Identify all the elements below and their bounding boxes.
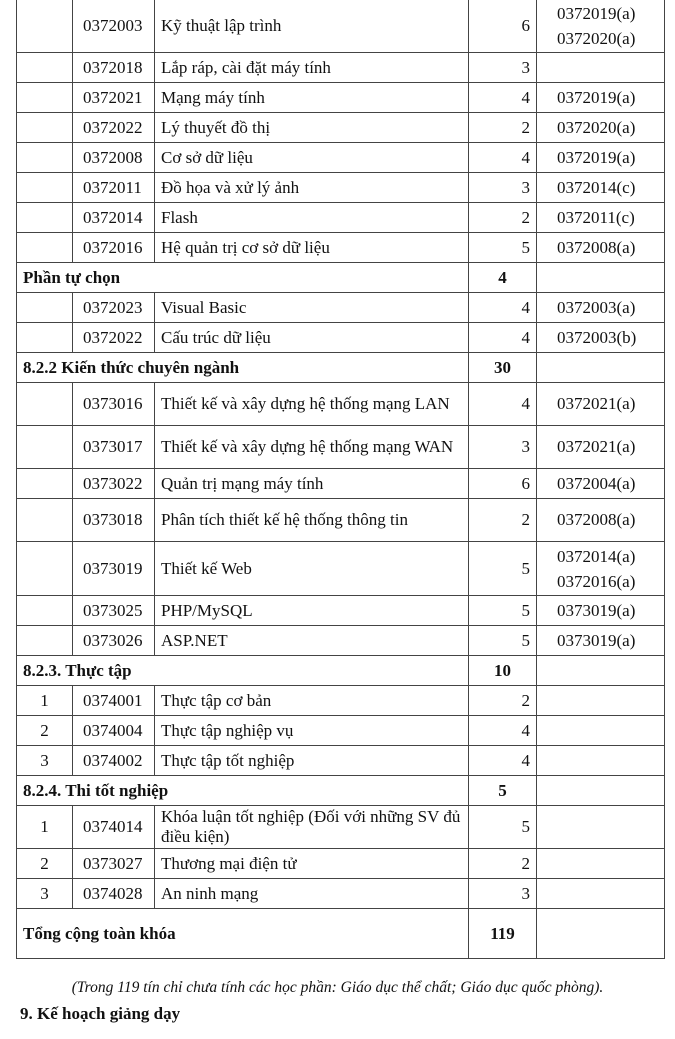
course-name: Hệ quản trị cơ sở dữ liệu bbox=[155, 233, 469, 263]
section-credits: 10 bbox=[469, 656, 537, 686]
course-prerequisites bbox=[537, 542, 665, 596]
section-credits: 5 bbox=[469, 776, 537, 806]
course-prerequisites bbox=[537, 0, 665, 53]
course-credits: 4 bbox=[469, 716, 537, 746]
course-code: 0372022 bbox=[73, 323, 155, 353]
course-prerequisites: 0372011(c) bbox=[537, 203, 665, 233]
course-prerequisites: 0372003(a) bbox=[537, 293, 665, 323]
row-number bbox=[17, 426, 73, 469]
curriculum-table bbox=[16, 0, 665, 959]
course-name: Thiết kế Web bbox=[155, 542, 469, 596]
course-credits: 4 bbox=[469, 83, 537, 113]
course-name: Thiết kế và xây dựng hệ thống mạng LAN bbox=[155, 383, 469, 426]
course-credits: 4 bbox=[469, 143, 537, 173]
curriculum-table-body bbox=[17, 0, 665, 959]
course-code: 0374004 bbox=[73, 716, 155, 746]
row-number: 2 bbox=[17, 849, 73, 879]
row-number bbox=[17, 469, 73, 499]
table-row bbox=[17, 716, 665, 746]
course-credits: 3 bbox=[469, 426, 537, 469]
table-row bbox=[17, 626, 665, 656]
course-prerequisites bbox=[537, 879, 665, 909]
course-prerequisites: 0372021(a) bbox=[537, 383, 665, 426]
course-name: Visual Basic bbox=[155, 293, 469, 323]
row-number: 1 bbox=[17, 686, 73, 716]
course-name: Thiết kế và xây dựng hệ thống mạng WAN bbox=[155, 426, 469, 469]
course-prerequisites: 0372019(a) bbox=[537, 83, 665, 113]
table-row bbox=[17, 879, 665, 909]
course-prerequisites: 0372004(a) bbox=[537, 469, 665, 499]
prerequisite-code: 0372019(a) bbox=[557, 3, 636, 23]
course-code: 0372003 bbox=[73, 0, 155, 53]
course-credits: 2 bbox=[469, 499, 537, 542]
course-prerequisites bbox=[537, 746, 665, 776]
course-prerequisites bbox=[537, 686, 665, 716]
row-number bbox=[17, 53, 73, 83]
course-prerequisites: 0372021(a) bbox=[537, 426, 665, 469]
course-credits: 6 bbox=[469, 0, 537, 53]
course-name: Thương mại điện tử bbox=[155, 849, 469, 879]
course-name: Cấu trúc dữ liệu bbox=[155, 323, 469, 353]
course-prerequisites: 0372008(a) bbox=[537, 499, 665, 542]
section-title: 8.2.2 Kiến thức chuyên ngành bbox=[17, 353, 469, 383]
course-prerequisites: 0373019(a) bbox=[537, 626, 665, 656]
course-credits: 4 bbox=[469, 383, 537, 426]
course-code: 0372011 bbox=[73, 173, 155, 203]
course-code: 0372016 bbox=[73, 233, 155, 263]
course-name: PHP/MySQL bbox=[155, 596, 469, 626]
row-number: 2 bbox=[17, 716, 73, 746]
course-credits: 4 bbox=[469, 746, 537, 776]
course-prerequisites bbox=[537, 849, 665, 879]
row-number bbox=[17, 626, 73, 656]
table-row bbox=[17, 143, 665, 173]
course-credits: 3 bbox=[469, 53, 537, 83]
section-prereq-empty bbox=[537, 353, 665, 383]
table-row bbox=[17, 233, 665, 263]
section-prereq-empty bbox=[537, 263, 665, 293]
course-code: 0374014 bbox=[73, 806, 155, 849]
table-row bbox=[17, 113, 665, 143]
course-code: 0374002 bbox=[73, 746, 155, 776]
course-credits: 3 bbox=[469, 879, 537, 909]
table-row bbox=[17, 426, 665, 469]
course-name: Đồ họa và xử lý ảnh bbox=[155, 173, 469, 203]
section-prereq-empty bbox=[537, 776, 665, 806]
row-number bbox=[17, 203, 73, 233]
prerequisite-list bbox=[557, 1, 658, 51]
course-prerequisites: 0372008(a) bbox=[537, 233, 665, 263]
course-credits: 2 bbox=[469, 849, 537, 879]
section-header-row bbox=[17, 353, 665, 383]
course-name: ASP.NET bbox=[155, 626, 469, 656]
course-prerequisites: 0372014(c) bbox=[537, 173, 665, 203]
row-number bbox=[17, 383, 73, 426]
table-row bbox=[17, 849, 665, 879]
course-prerequisites: 0372020(a) bbox=[537, 113, 665, 143]
table-row bbox=[17, 542, 665, 596]
course-code: 0373022 bbox=[73, 469, 155, 499]
table-row bbox=[17, 806, 665, 849]
section-credits: 30 bbox=[469, 353, 537, 383]
prerequisite-code: 0372014(a) bbox=[557, 546, 636, 566]
row-number bbox=[17, 143, 73, 173]
course-prerequisites bbox=[537, 806, 665, 849]
row-number bbox=[17, 173, 73, 203]
row-number: 3 bbox=[17, 879, 73, 909]
course-code: 0374001 bbox=[73, 686, 155, 716]
row-number: 3 bbox=[17, 746, 73, 776]
table-row bbox=[17, 383, 665, 426]
row-number bbox=[17, 113, 73, 143]
course-code: 0372023 bbox=[73, 293, 155, 323]
course-name: Lý thuyết đồ thị bbox=[155, 113, 469, 143]
course-credits: 2 bbox=[469, 113, 537, 143]
course-credits: 2 bbox=[469, 203, 537, 233]
section-header-row bbox=[17, 263, 665, 293]
course-credits: 4 bbox=[469, 323, 537, 353]
table-row bbox=[17, 323, 665, 353]
row-number bbox=[17, 542, 73, 596]
course-name: An ninh mạng bbox=[155, 879, 469, 909]
course-credits: 5 bbox=[469, 806, 537, 849]
credits-note: (Trong 119 tín chỉ chưa tính các học phần: Giáo dục thể chất; Giáo dục quốc phòng). bbox=[71, 979, 604, 996]
row-number bbox=[17, 0, 73, 53]
table-row bbox=[17, 53, 665, 83]
course-name: Thực tập tốt nghiệp bbox=[155, 746, 469, 776]
table-row bbox=[17, 0, 665, 53]
course-name: Phân tích thiết kế hệ thống thông tin bbox=[155, 499, 469, 542]
row-number: 1 bbox=[17, 806, 73, 849]
total-label: Tổng cộng toàn khóa bbox=[17, 909, 469, 959]
course-code: 0373027 bbox=[73, 849, 155, 879]
course-prerequisites: 0373019(a) bbox=[537, 596, 665, 626]
table-row bbox=[17, 293, 665, 323]
course-name: Cơ sở dữ liệu bbox=[155, 143, 469, 173]
table-row bbox=[17, 203, 665, 233]
course-name: Flash bbox=[155, 203, 469, 233]
course-code: 0373017 bbox=[73, 426, 155, 469]
course-name: Quản trị mạng máy tính bbox=[155, 469, 469, 499]
prerequisite-code: 0372016(a) bbox=[557, 571, 636, 591]
course-credits: 2 bbox=[469, 686, 537, 716]
course-name: Thực tập nghiệp vụ bbox=[155, 716, 469, 746]
course-credits: 6 bbox=[469, 469, 537, 499]
course-prerequisites bbox=[537, 53, 665, 83]
row-number bbox=[17, 499, 73, 542]
course-prerequisites bbox=[537, 716, 665, 746]
table-row bbox=[17, 469, 665, 499]
course-code: 0373019 bbox=[73, 542, 155, 596]
course-name: Mạng máy tính bbox=[155, 83, 469, 113]
row-number bbox=[17, 293, 73, 323]
course-code: 0373025 bbox=[73, 596, 155, 626]
course-code: 0373018 bbox=[73, 499, 155, 542]
course-credits: 5 bbox=[469, 542, 537, 596]
table-row bbox=[17, 746, 665, 776]
row-number bbox=[17, 323, 73, 353]
course-prerequisites: 0372003(b) bbox=[537, 323, 665, 353]
table-row bbox=[17, 173, 665, 203]
section-header-row bbox=[17, 776, 665, 806]
total-row bbox=[17, 909, 665, 959]
course-name: Thực tập cơ bản bbox=[155, 686, 469, 716]
section-title: Phần tự chọn bbox=[17, 263, 469, 293]
table-row bbox=[17, 83, 665, 113]
course-code: 0372018 bbox=[73, 53, 155, 83]
course-code: 0372008 bbox=[73, 143, 155, 173]
total-credits: 119 bbox=[469, 909, 537, 959]
prerequisite-list bbox=[557, 544, 658, 594]
section-credits: 4 bbox=[469, 263, 537, 293]
course-credits: 5 bbox=[469, 596, 537, 626]
course-code: 0372021 bbox=[73, 83, 155, 113]
course-code: 0372014 bbox=[73, 203, 155, 233]
table-row bbox=[17, 596, 665, 626]
table-row bbox=[17, 499, 665, 542]
row-number bbox=[17, 83, 73, 113]
table-row bbox=[17, 686, 665, 716]
section-header-row bbox=[17, 656, 665, 686]
course-credits: 5 bbox=[469, 626, 537, 656]
row-number bbox=[17, 233, 73, 263]
course-code: 0373016 bbox=[73, 383, 155, 426]
section-title: 8.2.4. Thi tốt nghiệp bbox=[17, 776, 469, 806]
course-credits: 5 bbox=[469, 233, 537, 263]
section-heading-teaching-plan: 9. Kế hoạch giảng dạy bbox=[20, 1004, 181, 1023]
row-number bbox=[17, 596, 73, 626]
course-credits: 4 bbox=[469, 293, 537, 323]
course-code: 0373026 bbox=[73, 626, 155, 656]
total-prereq-empty bbox=[537, 909, 665, 959]
prerequisite-code: 0372020(a) bbox=[557, 28, 636, 48]
course-code: 0372022 bbox=[73, 113, 155, 143]
section-prereq-empty bbox=[537, 656, 665, 686]
course-code: 0374028 bbox=[73, 879, 155, 909]
course-credits: 3 bbox=[469, 173, 537, 203]
course-name: Kỹ thuật lập trình bbox=[155, 0, 469, 53]
course-prerequisites: 0372019(a) bbox=[537, 143, 665, 173]
course-name: Lắp ráp, cài đặt máy tính bbox=[155, 53, 469, 83]
section-title: 8.2.3. Thực tập bbox=[17, 656, 469, 686]
course-name: Khóa luận tốt nghiệp (Đối với những SV đủ điều kiện) bbox=[155, 806, 469, 849]
